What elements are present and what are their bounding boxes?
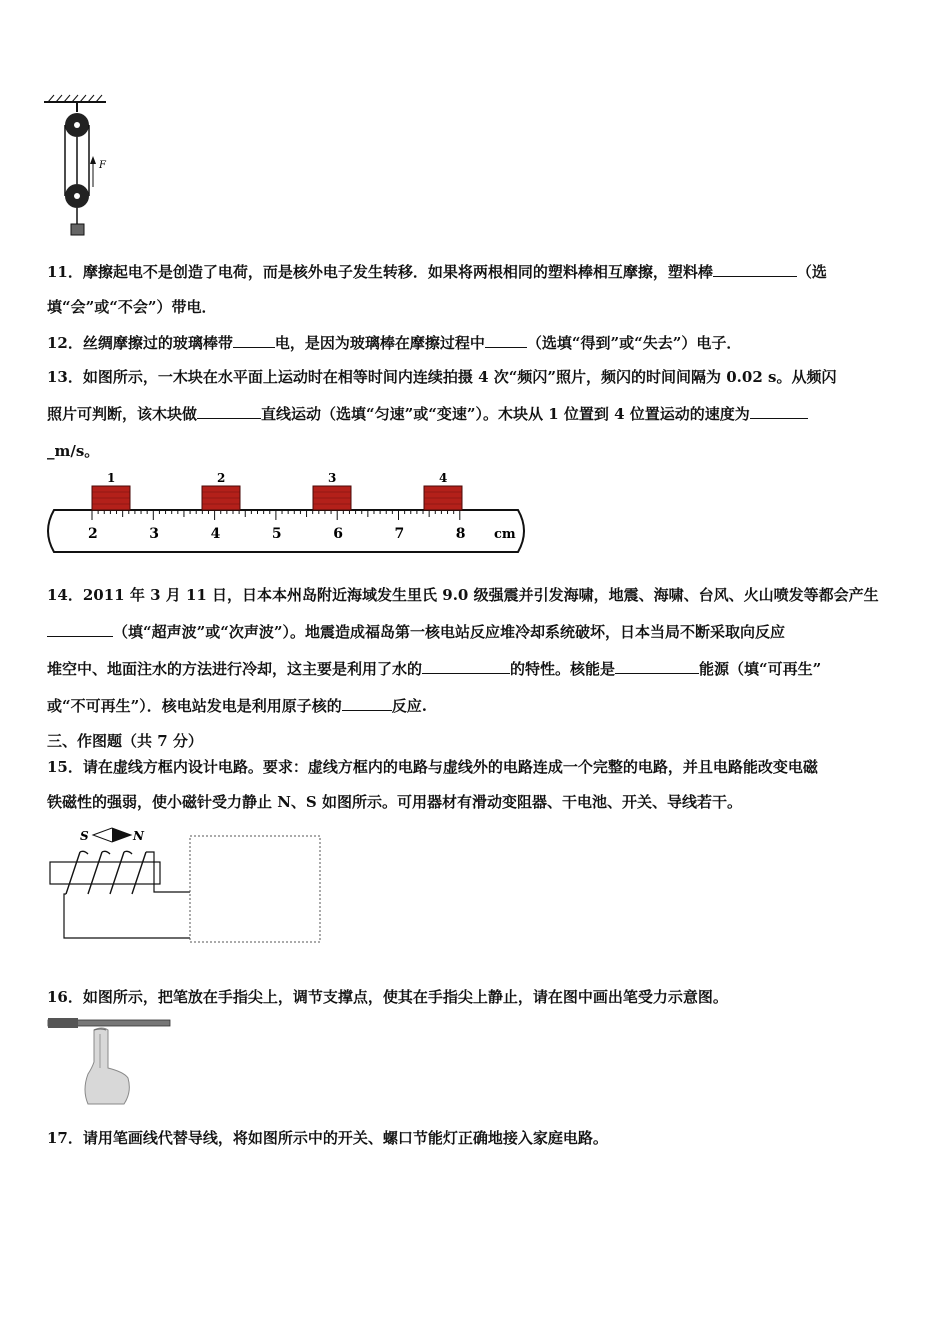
q12-blank-2[interactable] bbox=[485, 333, 527, 348]
block-label-4: 4 bbox=[439, 471, 448, 485]
q13-blank-1[interactable] bbox=[197, 404, 261, 419]
pulley-figure bbox=[40, 92, 120, 240]
q12-blank-1[interactable] bbox=[233, 333, 275, 348]
q15-line2: 铁磁性的强弱，使小磁针受力静止 N、S 如图所示。可用器材有滑动变阻器、干电池、开关、导线若干。 bbox=[47, 793, 742, 811]
block-label-1: 1 bbox=[107, 471, 116, 485]
s-pole-label: S bbox=[80, 829, 89, 843]
force-label: F bbox=[99, 160, 106, 171]
block-label-3: 3 bbox=[328, 471, 337, 485]
electromagnet-figure bbox=[44, 822, 329, 952]
q14-line3: 堆空中、地面注水的方法进行冷却，这主要是利用了水的 的特性。核能是 能源（填“可再生” bbox=[47, 660, 822, 678]
q12-line: 12．丝绸摩擦过的玻璃棒带 电，是因为玻璃棒在摩擦过程中 （选填“得到”或“失去”）电子． bbox=[47, 334, 742, 352]
ruler-tick-label: 6 bbox=[333, 526, 343, 542]
ruler-unit: cm bbox=[494, 527, 516, 542]
ruler-tick-label: 5 bbox=[271, 526, 282, 542]
q14-blank-4[interactable] bbox=[342, 696, 392, 711]
q14-line4: 或“不可再生”）．核电站发电是利用原子核的 反应. bbox=[47, 697, 427, 715]
q14-blank-2[interactable] bbox=[422, 659, 510, 674]
q14-line1: 14．2011 年 3 月 11 日，日本本州岛附近海域发生里氏 9.0 级强震并引发海啸，地震、海啸、台风、火山喷发等都会产生 bbox=[47, 586, 879, 604]
q11-line2: 填“会”或“不会”）带电． bbox=[47, 298, 217, 316]
ruler-figure bbox=[44, 470, 534, 558]
q17-text: 17．请用笔画线代替导线，将如图所示中的开关、螺口节能灯正确地接入家庭电路。 bbox=[47, 1129, 608, 1147]
q11-line1: 11．摩擦起电不是创造了电荷，而是核外电子发生转移．如果将两根相同的塑料棒相互摩擦，塑料棒 （选 bbox=[47, 263, 827, 281]
ruler-tick-label: 8 bbox=[455, 526, 466, 542]
block-label-2: 2 bbox=[217, 471, 226, 485]
q16-text: 16．如图所示，把笔放在手指尖上，调节支撑点，使其在手指尖上静止，请在图中画出笔受力示意图。 bbox=[47, 988, 728, 1006]
n-pole-label: N bbox=[133, 829, 144, 843]
q13-line2: 照片可判断，该木块做 直线运动（选填“匀速”或“变速”）。木块从 1 位置到 4 位置运动的速度为 bbox=[47, 404, 808, 424]
q14-blank-3[interactable] bbox=[615, 659, 699, 674]
ruler-tick-label: 7 bbox=[394, 526, 405, 542]
ruler-tick-label: 4 bbox=[210, 526, 221, 542]
dashed-design-box[interactable] bbox=[190, 836, 320, 942]
q14-line2: （填“超声波”或“次声波”）。地震造成福岛第一核电站反应堆冷却系统破坏，日本当局不断采取向反应 bbox=[47, 622, 785, 642]
q15-line1: 15．请在虚线方框内设计电路。要求：虚线方框内的电路与虚线外的电路连成一个完整的电路，并且电路能改变电磁 bbox=[47, 758, 818, 776]
section-title: 三、作图题（共 7 分） bbox=[47, 732, 203, 750]
ruler-tick-label: 3 bbox=[149, 526, 160, 542]
ruler-tick-label: 2 bbox=[88, 526, 98, 542]
q13-blank-2[interactable] bbox=[750, 404, 808, 419]
pen-finger-figure bbox=[44, 1012, 174, 1108]
q14-blank-1[interactable] bbox=[47, 622, 113, 637]
q13-line3: _m/s。 bbox=[47, 442, 100, 460]
q11-blank[interactable] bbox=[713, 262, 797, 277]
iron-core bbox=[50, 862, 160, 884]
q13-line1: 13．如图所示，一木块在水平面上运动时在相等时间内连续拍摄 4 次“频闪”照片，频闪的时间间隔为 0.02 s。从频闪 bbox=[47, 368, 837, 386]
